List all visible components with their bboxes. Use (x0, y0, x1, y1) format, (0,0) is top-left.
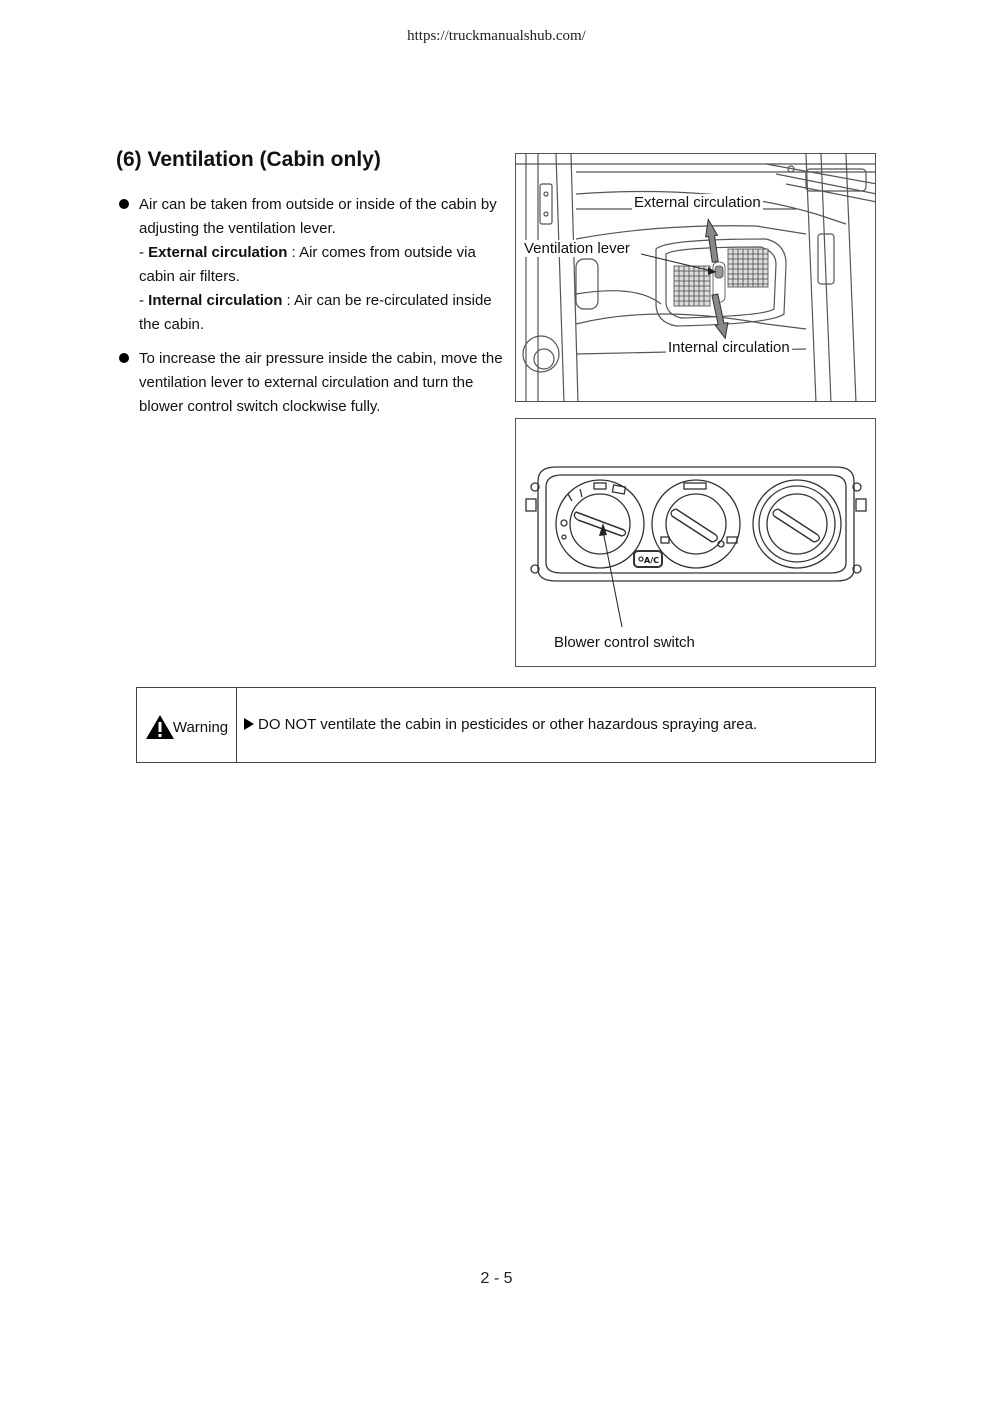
external-circulation-desc: : Air comes from outside via cabin air filters. (139, 244, 476, 285)
warning-text-cell (237, 688, 875, 762)
external-circulation-term: External circulation (148, 244, 288, 261)
control-panel-illustration (516, 419, 876, 667)
warning-text: DO NOT ventilate the cabin in pesticides or other hazardous spraying area. (258, 715, 758, 733)
cabin-interior-illustration (516, 154, 876, 402)
section-title: (6) Ventilation (Cabin only) (116, 148, 381, 171)
bullet-dot-icon (119, 353, 129, 363)
bullet-item-1 (116, 193, 506, 337)
internal-circulation-term: Internal circulation (148, 292, 283, 309)
int-prefix: - (139, 292, 149, 309)
source-url: https://truckmanualshub.com/ (407, 28, 586, 44)
bullet-dot-icon (119, 199, 129, 209)
internal-circulation-label: Internal circulation (668, 339, 790, 356)
ac-button-text: A/C (644, 556, 659, 565)
bullet-2-text: To increase the air pressure inside the cabin, move the ventilation lever to external circulation and turn the blower control switch clockwise fully. (139, 350, 503, 415)
blower-control-switch-label: Blower control switch (554, 634, 695, 651)
internal-circulation-desc: : Air can be re-circulated inside the cabin. (139, 292, 492, 333)
ext-prefix: - (139, 244, 149, 261)
ventilation-figure (515, 153, 876, 402)
bullet-1-text: Air can be taken from outside or inside of the cabin by adjusting the ventilation lever. (139, 196, 497, 237)
warning-label: Warning (172, 718, 229, 736)
page-number: 2 - 5 (480, 1270, 513, 1287)
blower-figure (515, 418, 876, 667)
external-circulation-label: External circulation (634, 194, 761, 211)
bullet-item-2 (116, 347, 506, 419)
warning-triangle-icon (145, 714, 175, 740)
bullet-list (116, 193, 506, 429)
triangle-bullet-icon (243, 717, 255, 731)
ventilation-lever-label: Ventilation lever (524, 240, 630, 257)
warning-label-cell (137, 688, 237, 762)
warning-box (136, 687, 876, 763)
